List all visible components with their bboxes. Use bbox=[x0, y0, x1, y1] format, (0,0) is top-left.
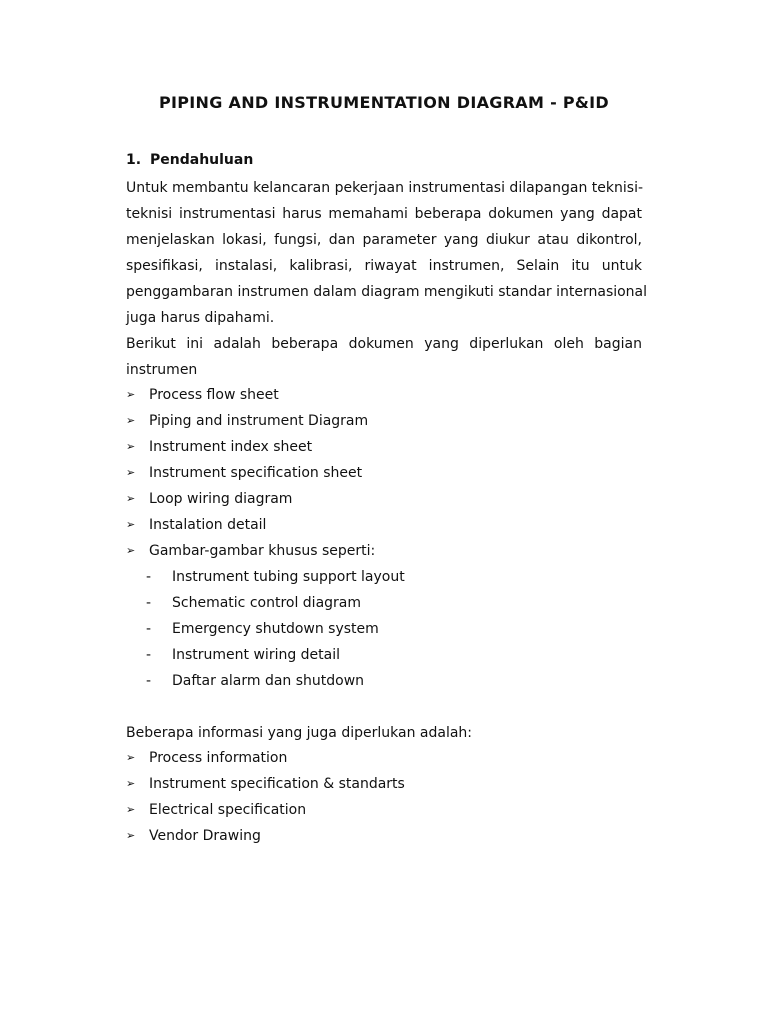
intro-paragraph bbox=[126, 175, 648, 331]
information-intro: Beberapa informasi yang juga diperlukan adalah: bbox=[126, 725, 473, 741]
arrow-bullet-icon: ➢ bbox=[126, 518, 136, 531]
intro-line: juga harus dipahami. bbox=[126, 310, 275, 326]
sub-list-item: - Instrument wiring detail bbox=[146, 642, 405, 668]
list-item: ➢ Electrical specification bbox=[126, 797, 405, 823]
list-item: ➢ Piping and instrument Diagram bbox=[126, 408, 375, 434]
section-title: Pendahuluan bbox=[150, 152, 254, 168]
intro-line: teknisi instrumentasi harus memahami beberapa dokumen yang dapat bbox=[126, 206, 642, 222]
list-item: ➢ Instrument specification sheet bbox=[126, 460, 375, 486]
list-item: ➢ Instalation detail bbox=[126, 512, 375, 538]
arrow-bullet-icon: ➢ bbox=[126, 440, 136, 453]
arrow-bullet-icon: ➢ bbox=[126, 414, 136, 427]
documents-intro-line: Berikut ini adalah beberapa dokumen yang diperlukan oleh bagian bbox=[126, 336, 642, 352]
sub-list-item: - Instrument tubing support layout bbox=[146, 564, 405, 590]
sub-list-item: - Emergency shutdown system bbox=[146, 616, 405, 642]
information-list bbox=[126, 745, 405, 849]
documents-intro-line: instrumen bbox=[126, 362, 198, 378]
arrow-bullet-icon: ➢ bbox=[126, 388, 136, 401]
arrow-bullet-icon: ➢ bbox=[126, 466, 136, 479]
intro-line: Untuk membantu kelancaran pekerjaan instrumentasi dilapangan teknisi- bbox=[126, 180, 644, 196]
intro-line: penggambaran instrumen dalam diagram mengikuti standar internasional bbox=[126, 284, 648, 300]
dash-bullet: - bbox=[146, 621, 152, 637]
documents-list bbox=[126, 382, 375, 564]
arrow-bullet-icon: ➢ bbox=[126, 544, 136, 557]
arrow-bullet-icon: ➢ bbox=[126, 777, 136, 790]
dash-bullet: - bbox=[146, 647, 152, 663]
documents-intro-paragraph bbox=[126, 331, 642, 383]
dash-bullet: - bbox=[146, 569, 152, 585]
sub-list-item: - Schematic control diagram bbox=[146, 590, 405, 616]
list-item: ➢ Process information bbox=[126, 745, 405, 771]
intro-line: spesifikasi, instalasi, kalibrasi, riwayat instrumen, Selain itu untuk bbox=[126, 258, 642, 274]
section-number: 1. bbox=[126, 152, 142, 168]
arrow-bullet-icon: ➢ bbox=[126, 751, 136, 764]
dash-bullet: - bbox=[146, 673, 152, 689]
intro-line: menjelaskan lokasi, fungsi, dan parameter yang diukur atau dikontrol, bbox=[126, 232, 642, 248]
arrow-bullet-icon: ➢ bbox=[126, 492, 136, 505]
section-heading bbox=[126, 152, 253, 168]
list-item: ➢ Instrument index sheet bbox=[126, 434, 375, 460]
arrow-bullet-icon: ➢ bbox=[126, 803, 136, 816]
special-drawings-list bbox=[146, 564, 405, 694]
list-item: ➢ Loop wiring diagram bbox=[126, 486, 375, 512]
dash-bullet: - bbox=[146, 595, 152, 611]
sub-list-item: - Daftar alarm dan shutdown bbox=[146, 668, 405, 694]
document-title: PIPING AND INSTRUMENTATION DIAGRAM - P&ID bbox=[158, 93, 610, 112]
list-item: ➢ Process flow sheet bbox=[126, 382, 375, 408]
list-item: ➢ Gambar-gambar khusus seperti: bbox=[126, 538, 375, 564]
list-item: ➢ Vendor Drawing bbox=[126, 823, 405, 849]
arrow-bullet-icon: ➢ bbox=[126, 829, 136, 842]
list-item: ➢ Instrument specification & standarts bbox=[126, 771, 405, 797]
